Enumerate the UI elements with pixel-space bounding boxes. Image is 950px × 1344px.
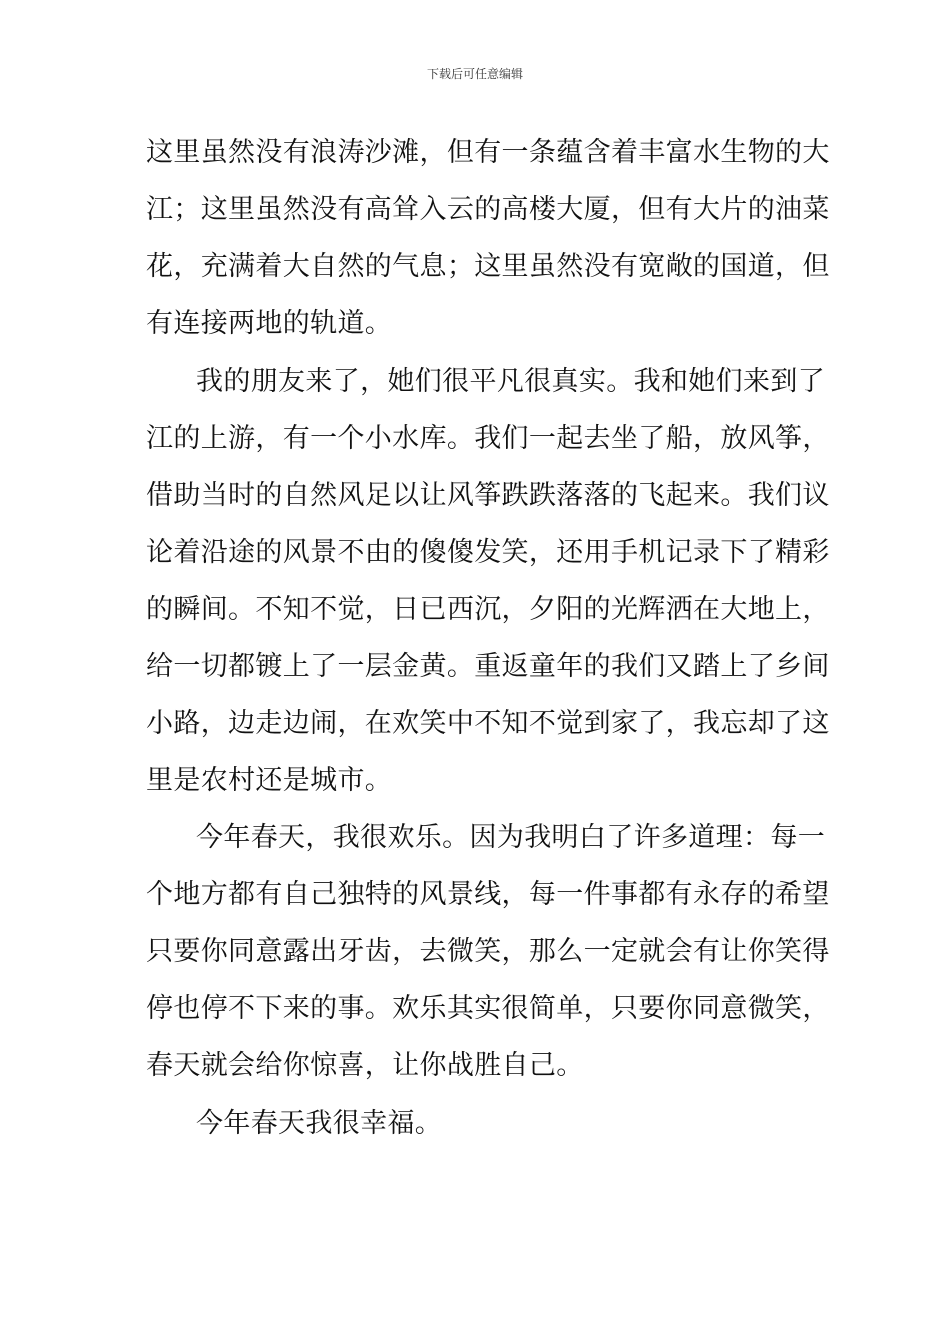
text-line: 这里虽然没有浪涛沙滩，但有一条蕴含着丰富水生物的大	[146, 137, 830, 168]
text-line: 借助当时的自然风足以让风筝跌跌落落的飞起来。我们议	[146, 480, 830, 511]
text-line: 个地方都有自己独特的风景线，每一件事都有永存的希望	[146, 879, 830, 910]
text-line: 花，充满着大自然的气息；这里虽然没有宽敞的国道，但	[146, 251, 830, 282]
text-line: 江的上游，有一个小水库。我们一起去坐了船，放风筝，	[146, 423, 830, 454]
text-line: 今年春天我很幸福。	[196, 1108, 443, 1139]
text-line: 有连接两地的轨道。	[146, 308, 393, 339]
text-line: 停也停不下来的事。欢乐其实很简单，只要你同意微笑，	[146, 993, 830, 1024]
page-header-note: 下载后可任意编辑	[426, 67, 523, 81]
text-line: 小路，边走边闹，在欢笑中不知不觉到家了，我忘却了这	[146, 708, 830, 739]
text-line: 今年春天，我很欢乐。因为我明白了许多道理：每一	[196, 822, 826, 853]
text-line: 我的朋友来了，她们很平凡很真实。我和她们来到了	[196, 366, 826, 397]
text-line: 里是农村还是城市。	[146, 765, 393, 796]
text-line: 春天就会给你惊喜，让你战胜自己。	[146, 1050, 584, 1081]
text-line: 给一切都镀上了一层金黄。重返童年的我们又踏上了乡间	[146, 651, 830, 682]
text-line: 的瞬间。不知不觉，日已西沉，夕阳的光辉洒在大地上，	[146, 594, 830, 625]
text-line: 只要你同意露出牙齿，去微笑，那么一定就会有让你笑得	[146, 936, 830, 967]
text-line: 江；这里虽然没有高耸入云的高楼大厦，但有大片的油菜	[146, 194, 830, 225]
text-line: 论着沿途的风景不由的傻傻发笑，还用手机记录下了精彩	[146, 537, 830, 568]
